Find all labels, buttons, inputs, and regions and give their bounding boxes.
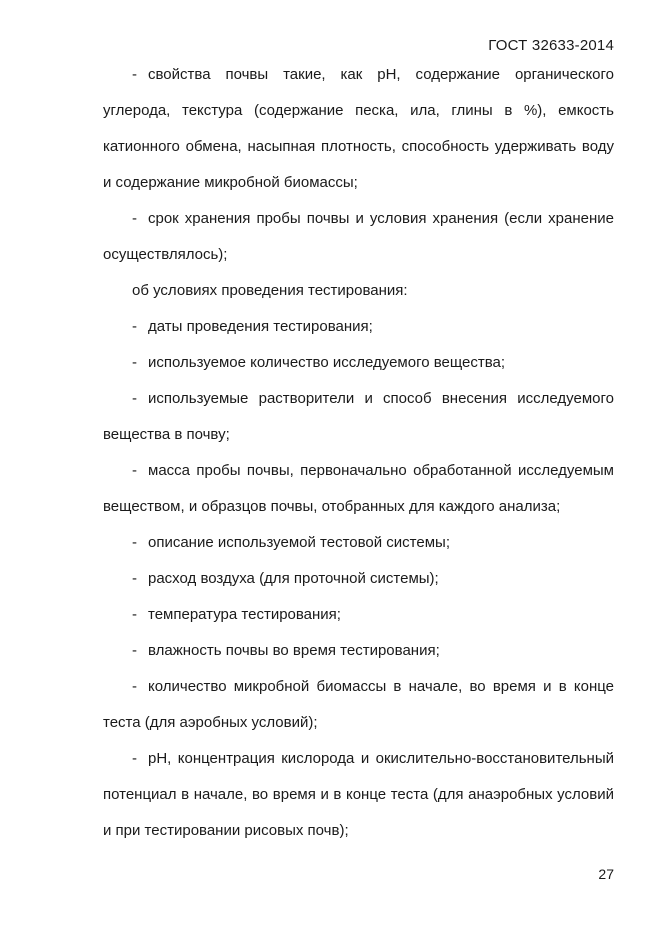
paragraph-text: количество микробной биомассы в начале, во время и в конце теста (для аэробных условий); [103,678,614,731]
list-dash: - [132,354,137,371]
paragraph-text: срок хранения пробы почвы и условия хранения (если хранение осуществлялось); [103,210,614,263]
paragraph-text: используемые растворители и способ внесения исследуемого вещества в почву; [103,390,614,443]
paragraph-text: расход воздуха (для проточной системы); [148,570,439,587]
document-body [103,57,614,849]
list-dash: - [132,66,137,83]
paragraph-test-conditions-heading [103,273,614,309]
paragraph-ph-oxygen-redox [103,741,614,849]
paragraph-text: описание используемой тестовой системы; [148,534,450,551]
paragraph-text: pH, концентрация кислорода и окислительно-восстановительный потенциал в начале, во время и в конце теста (для анаэробных условий и при тестировании рисовых почв); [103,750,614,839]
paragraph-air-flow [103,561,614,597]
paragraph-microbial-biomass [103,669,614,741]
list-dash: - [132,678,137,695]
paragraph-text: об условиях проведения тестирования: [132,282,408,299]
paragraph-storage [103,201,614,273]
paragraph-text: свойства почвы такие, как pH, содержание органического углерода, текстура (содержание песка, ила, глины в %), емкость катионного обмена, насыпная плотность, способность удерживать воду и содержание микробной биомассы; [103,66,614,191]
list-dash: - [132,570,137,587]
paragraph-text: даты проведения тестирования; [148,318,373,335]
paragraph-text: влажность почвы во время тестирования; [148,642,440,659]
paragraph-sample-mass [103,453,614,525]
paragraph-substance-amount [103,345,614,381]
paragraph-text: температура тестирования; [148,606,341,623]
paragraph-test-dates [103,309,614,345]
list-dash: - [132,642,137,659]
paragraph-test-system [103,525,614,561]
paragraph-moisture [103,633,614,669]
paragraph-temperature [103,597,614,633]
list-dash: - [132,318,137,335]
list-dash: - [132,462,137,479]
paragraph-soil-properties [103,57,614,201]
document-code: ГОСТ 32633-2014 [488,37,614,54]
paragraph-solvents [103,381,614,453]
list-dash: - [132,210,137,227]
page-number: 27 [598,866,614,882]
list-dash: - [132,390,137,407]
paragraph-text: используемое количество исследуемого вещества; [148,354,506,371]
paragraph-text: масса пробы почвы, первоначально обработанной исследуемым веществом, и образцов почвы, отобранных для каждого анализа; [103,462,614,515]
list-dash: - [132,534,137,551]
list-dash: - [132,750,137,767]
list-dash: - [132,606,137,623]
